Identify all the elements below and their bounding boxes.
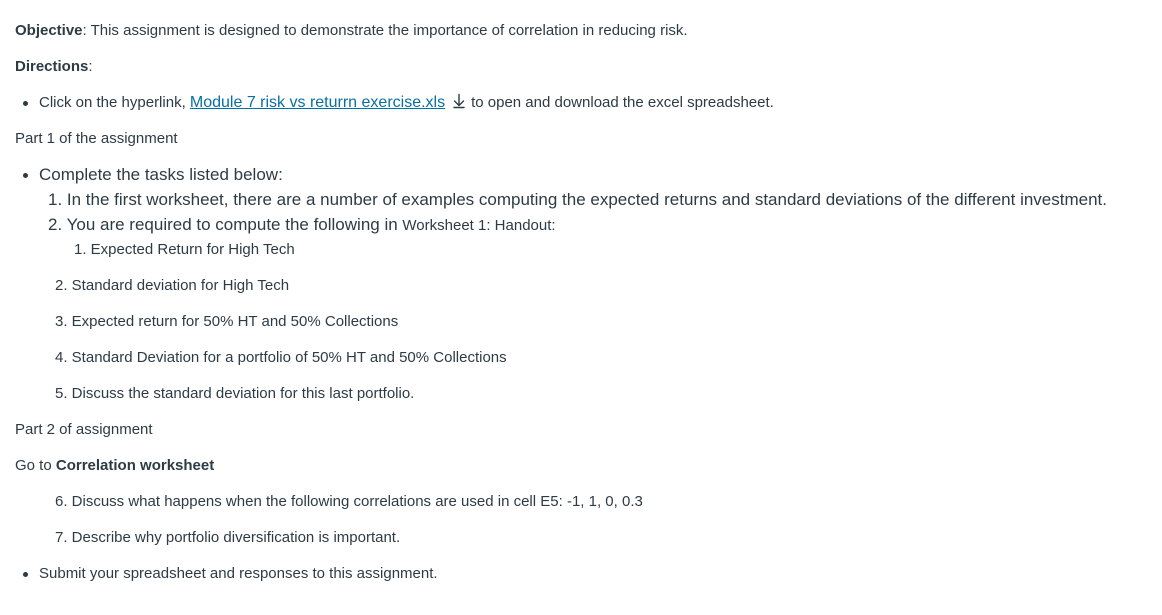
objective-text: : This assignment is designed to demonstrate the importance of correlation in reducing risk. [82, 22, 688, 39]
goto-correlation-line [15, 456, 214, 476]
directions-label: Directions [15, 58, 89, 75]
part1-heading: Part 1 of the assignment [15, 130, 178, 147]
part1-item-2 [48, 215, 556, 236]
objective-paragraph [15, 21, 688, 41]
directions-heading [15, 57, 93, 77]
subitem-discuss-std-dev: 5. Discuss the standard deviation for this last portfolio. [55, 385, 415, 402]
subitem-std-dev-high-tech: 2. Standard deviation for High Tech [55, 277, 290, 294]
spreadsheet-link[interactable]: Module 7 risk vs returrn exercise.xls [189, 94, 446, 111]
part2-heading: Part 2 of assignment [15, 421, 153, 438]
download-bullet-item [39, 93, 774, 113]
worksheet-reference: Worksheet 1: Handout: [402, 217, 556, 234]
objective-label: Objective [15, 22, 83, 39]
download-prefix: Click on the hyperlink, [39, 94, 190, 111]
download-suffix: to open and download the excel spreadsheet. [471, 94, 774, 111]
goto-prefix: Go to [15, 457, 56, 474]
correlation-worksheet-label: Correlation worksheet [55, 457, 215, 474]
subitem-expected-return-portfolio: 3. Expected return for 50% HT and 50% Collections [55, 313, 399, 330]
subitem-std-dev-portfolio: 4. Standard Deviation for a portfolio of 50% HT and 50% Collections [55, 349, 507, 366]
part2-item-7: 7. Describe why portfolio diversification is important. [55, 529, 401, 546]
download-icon[interactable] [451, 93, 467, 109]
part1-item-1: 1. In the first worksheet, there are a number of examples computing the expected returns and standard deviations of the different investment. [48, 190, 1108, 209]
subitem-expected-return-high-tech: 1. Expected Return for High Tech [74, 241, 295, 258]
part1-intro-item: Complete the tasks listed below: [39, 165, 283, 184]
part1-item-2-text: 2. You are required to compute the following in [48, 215, 398, 234]
directions-colon: : [88, 58, 93, 75]
part2-item-6: 6. Discuss what happens when the following correlations are used in cell E5: -1, 1, 0, 0.3 [55, 493, 643, 510]
submit-bullet-item: Submit your spreadsheet and responses to this assignment. [39, 565, 438, 582]
